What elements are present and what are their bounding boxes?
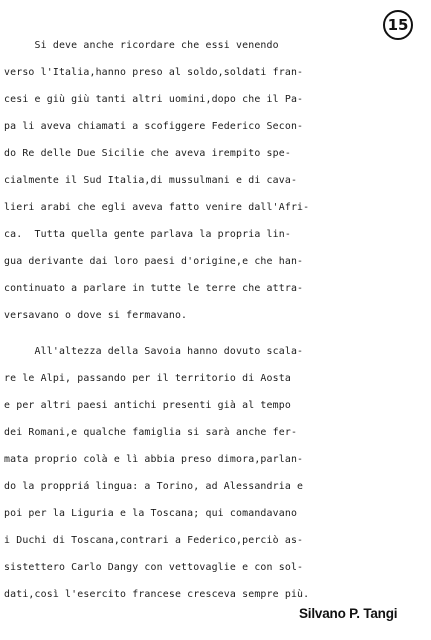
text-line: cialmente il Sud Italia,di mussulmani e di cava-	[4, 175, 298, 186]
text-line: i Duchi di Toscana,contrari a Federico,perciò as-	[4, 535, 304, 546]
text-line: sistettero Carlo Dangy con vettovaglie e con sol-	[4, 562, 304, 573]
text-line: do la proppriá lingua: a Torino, ad Alessandria e	[4, 481, 304, 492]
text-line: poi per la Liguria e la Toscana; qui comandavano	[4, 508, 298, 519]
text-line: gua derivante dai loro paesi d'origine,e che han-	[4, 256, 304, 267]
text-line: versavano o dove si fermavano.	[4, 310, 188, 321]
text-line: dati,così l'esercito francese cresceva sempre più.	[4, 589, 310, 600]
text-line: continuato a parlare in tutte le terre che attra-	[4, 283, 304, 294]
page-number-badge: 15	[383, 10, 413, 40]
text-line: cesi e giù giù tanti altri uomini,dopo che il Pa-	[4, 94, 304, 105]
text-line: re le Alpi, passando per il territorio di Aosta	[4, 373, 291, 384]
text-line: dei Romani,e qualche famiglia si sarà anche fer-	[4, 427, 298, 438]
text-line: e per altri paesi antichi presenti già al tempo	[4, 400, 291, 411]
text-line: All'altezza della Savoia hanno dovuto scala-	[4, 346, 304, 357]
text-line: lieri arabi che egli aveva fatto venire dall'Afri-	[4, 202, 310, 213]
text-line: verso l'Italia,hanno preso al soldo,soldati fran-	[4, 67, 304, 78]
text-line: do Re delle Due Sicilie che aveva irempito spe-	[4, 148, 291, 159]
text-line: mata proprio colà e lì abbia preso dimora,parlan-	[4, 454, 304, 465]
text-line: pa li aveva chiamati a scofiggere Federico Secon-	[4, 121, 304, 132]
text-line: ca. Tutta quella gente parlava la propria lin-	[4, 229, 291, 240]
text-line: Si deve anche ricordare che essi venendo	[4, 40, 279, 51]
author-signature: Silvano P. Tangi	[299, 606, 398, 621]
